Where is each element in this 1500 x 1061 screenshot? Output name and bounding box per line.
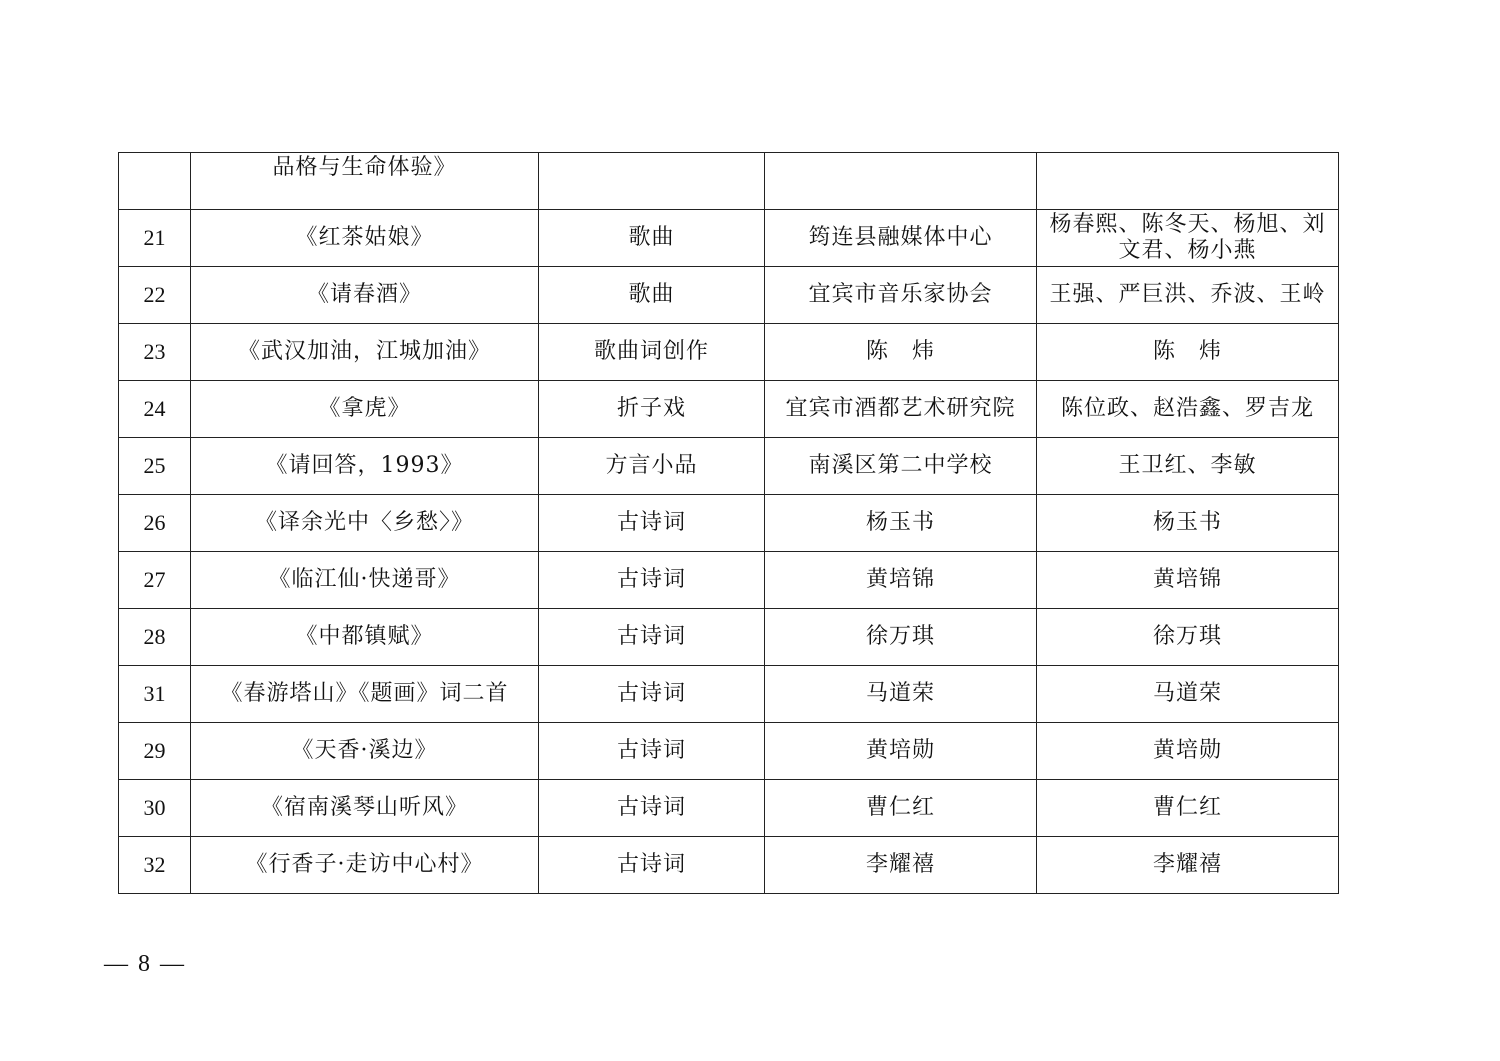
- authors: 李耀禧: [1037, 837, 1339, 894]
- work-category: 古诗词: [539, 495, 765, 552]
- table-row: [119, 666, 1339, 723]
- table-row: [119, 210, 1339, 267]
- table-row: [119, 780, 1339, 837]
- work-category: 歌曲: [539, 210, 765, 267]
- row-number: 30: [119, 780, 191, 837]
- submitting-unit: [765, 153, 1037, 210]
- table-row: [119, 438, 1339, 495]
- work-category: 方言小品: [539, 438, 765, 495]
- work-title: 《临江仙·快递哥》: [191, 552, 539, 609]
- table-row: [119, 723, 1339, 780]
- submitting-unit: 李耀禧: [765, 837, 1037, 894]
- submitting-unit: 杨玉书: [765, 495, 1037, 552]
- authors: 马道荣: [1037, 666, 1339, 723]
- submitting-unit: 宜宾市音乐家协会: [765, 267, 1037, 324]
- row-number: 31: [119, 666, 191, 723]
- work-category: 折子戏: [539, 381, 765, 438]
- row-number: 28: [119, 609, 191, 666]
- submitting-unit: 马道荣: [765, 666, 1037, 723]
- authors: [1037, 153, 1339, 210]
- work-category: 歌曲词创作: [539, 324, 765, 381]
- work-title: 《武汉加油，江城加油》: [191, 324, 539, 381]
- table-row: [119, 324, 1339, 381]
- submitting-unit: 曹仁红: [765, 780, 1037, 837]
- work-category: 古诗词: [539, 780, 765, 837]
- table-row: [119, 552, 1339, 609]
- row-number: [119, 153, 191, 210]
- authors: 陈位政、赵浩鑫、罗吉龙: [1037, 381, 1339, 438]
- submitting-unit: 黄培锦: [765, 552, 1037, 609]
- table-row: [119, 267, 1339, 324]
- work-category: 古诗词: [539, 666, 765, 723]
- work-category: 古诗词: [539, 552, 765, 609]
- table-row: [119, 837, 1339, 894]
- submitting-unit: 黄培勋: [765, 723, 1037, 780]
- work-title: 《请春酒》: [191, 267, 539, 324]
- row-number: 25: [119, 438, 191, 495]
- submitting-unit: 南溪区第二中学校: [765, 438, 1037, 495]
- table-row: [119, 609, 1339, 666]
- table-row: [119, 381, 1339, 438]
- row-number: 32: [119, 837, 191, 894]
- work-category: 古诗词: [539, 837, 765, 894]
- page-number: — 8 —: [104, 951, 186, 977]
- work-title: 《天香·溪边》: [191, 723, 539, 780]
- work-title: 《行香子·走访中心村》: [191, 837, 539, 894]
- work-category: 歌曲: [539, 267, 765, 324]
- work-title: 《请回答，1993》: [191, 438, 539, 495]
- submitting-unit: 筠连县融媒体中心: [765, 210, 1037, 267]
- work-title: 《宿南溪琴山听风》: [191, 780, 539, 837]
- work-title: 品格与生命体验》: [191, 153, 539, 210]
- row-number: 21: [119, 210, 191, 267]
- work-title: 《拿虎》: [191, 381, 539, 438]
- work-category: 古诗词: [539, 723, 765, 780]
- work-title: 《红茶姑娘》: [191, 210, 539, 267]
- awards-table: [118, 152, 1339, 894]
- submitting-unit: 陈 炜: [765, 324, 1037, 381]
- row-number: 24: [119, 381, 191, 438]
- work-title: 《中都镇赋》: [191, 609, 539, 666]
- table-row: [119, 495, 1339, 552]
- submitting-unit: 宜宾市酒都艺术研究院: [765, 381, 1037, 438]
- submitting-unit: 徐万琪: [765, 609, 1037, 666]
- work-title: 《译余光中〈乡愁〉》: [191, 495, 539, 552]
- authors: 徐万琪: [1037, 609, 1339, 666]
- work-category: 古诗词: [539, 609, 765, 666]
- authors: 黄培勋: [1037, 723, 1339, 780]
- work-category: [539, 153, 765, 210]
- authors: 陈 炜: [1037, 324, 1339, 381]
- authors: 曹仁红: [1037, 780, 1339, 837]
- authors: 王强、严巨洪、乔波、王岭: [1037, 267, 1339, 324]
- table-row: [119, 153, 1339, 210]
- authors: 王卫红、李敏: [1037, 438, 1339, 495]
- authors: 黄培锦: [1037, 552, 1339, 609]
- row-number: 23: [119, 324, 191, 381]
- row-number: 29: [119, 723, 191, 780]
- row-number: 26: [119, 495, 191, 552]
- row-number: 27: [119, 552, 191, 609]
- row-number: 22: [119, 267, 191, 324]
- authors: 杨春熙、陈冬天、杨旭、刘文君、杨小燕: [1037, 210, 1339, 267]
- authors: 杨玉书: [1037, 495, 1339, 552]
- work-title: 《春游塔山》《题画》词二首: [191, 666, 539, 723]
